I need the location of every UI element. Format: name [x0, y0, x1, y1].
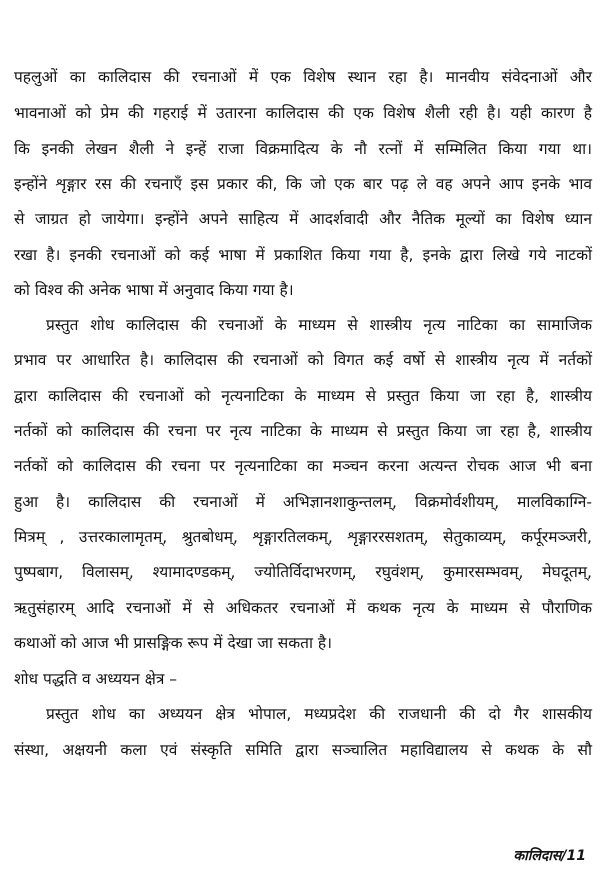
page-number: 11	[566, 848, 586, 864]
page-footer	[513, 846, 586, 866]
text-line: प्रस्तुत शोध कालिदास की रचनाओं के माध्यम से शास्त्रीय नृत्य नाटिका का सामाजिक	[46, 316, 592, 334]
text-line: नर्तकों को कालिदास की रचना पर नृत्यनाटिका का मञ्चन करना अत्यन्त रोचक आज भी बना	[14, 457, 592, 475]
text-line: प्रस्तुत शोध का अध्ययन क्षेत्र भोपाल, मध्यप्रदेश की राजधानी की दो गैर शासकीय	[46, 705, 592, 723]
text-line: पुष्पबाग, विलासम्, श्यामादण्डकम्, ज्योतिर्विदाभरणम्, रघुवंशम्, कुमारसम्भवम्, मेघदूतम्,	[14, 563, 592, 581]
text-line: कथाओं को आज भी प्रासङ्गिक रूप में देखा जा सकता है।	[14, 634, 333, 652]
text-line: से जाग्रत हो जायेगा। इन्होंने अपने साहित्य में आदर्शवादी और नैतिक मूल्यों का विशेष ध्यान	[14, 210, 592, 228]
text-line: हुआ है। कालिदास की रचनाओं में अभिज्ञानशाकुन्तलम्, विक्रमोर्वशीयम्, मालविकाग्नि-	[14, 493, 592, 511]
running-title: कालिदास	[513, 848, 562, 864]
text-line: द्वारा कालिदास की रचनाओं को नृत्यनाटिका के माध्यम से प्रस्तुत किया जा रहा है, शास्त्रीय	[14, 387, 592, 405]
text-line: ऋतुसंहारम् आदि रचनाओं में से अधिकतर रचनाओं में कथक नृत्य के माध्यम से पौराणिक	[14, 599, 592, 617]
text-line: भावनाओं को प्रेम की गहराई में उतारना कालिदास की एक विशेष शैली रही है। यही कारण है	[14, 104, 592, 122]
footer-separator: /	[561, 848, 567, 864]
text-line: को विश्व की अनेक भाषा में अनुवाद किया गया है।	[14, 281, 294, 299]
text-line: कि इनकी लेखन शैली ने इन्हें राजा विक्रमादित्य के नौ रत्नों में सम्मिलित किया गया था।	[14, 140, 592, 158]
text-line: मित्रम् , उत्तरकालामृतम्, श्रुतबोधम्, शृङ्गारतिलकम्, शृङ्गाररसशतम्, सेतुकाव्यम्, कर्पूरमञ्जरी,	[14, 528, 592, 546]
text-line: प्रभाव पर आधारित है। कालिदास की रचनाओं को विगत कई वर्षो से शास्त्रीय नृत्य में नर्तकों	[14, 351, 592, 369]
text-line: नर्तकों को कालिदास की रचना पर नृत्य नाटिका के माध्यम से प्रस्तुत किया जा रहा है, शास्त्रीय	[14, 422, 592, 440]
text-line: पहलुओं का कालिदास की रचनाओं में एक विशेष स्थान रहा है। मानवीय संवेदनाओं और	[14, 68, 592, 86]
text-line: रखा है। इनकी रचनाओं को कई भाषा में प्रकाशित किया गया है, इनके द्वारा लिखे गये नाटकों	[14, 246, 592, 264]
section-heading: शोध पद्धति व अध्ययन क्षेत्र –	[14, 670, 178, 688]
text-line: संस्था, अक्षयनी कला एवं संस्कृति समिति द्वारा सञ्चालित महाविद्यालय से कथक के सौ	[14, 741, 592, 759]
text-line: इन्होंने शृङ्गार रस की रचनाएँ इस प्रकार की, कि जो एक बार पढ़ ले वह अपने आप इनके भाव	[14, 175, 592, 193]
